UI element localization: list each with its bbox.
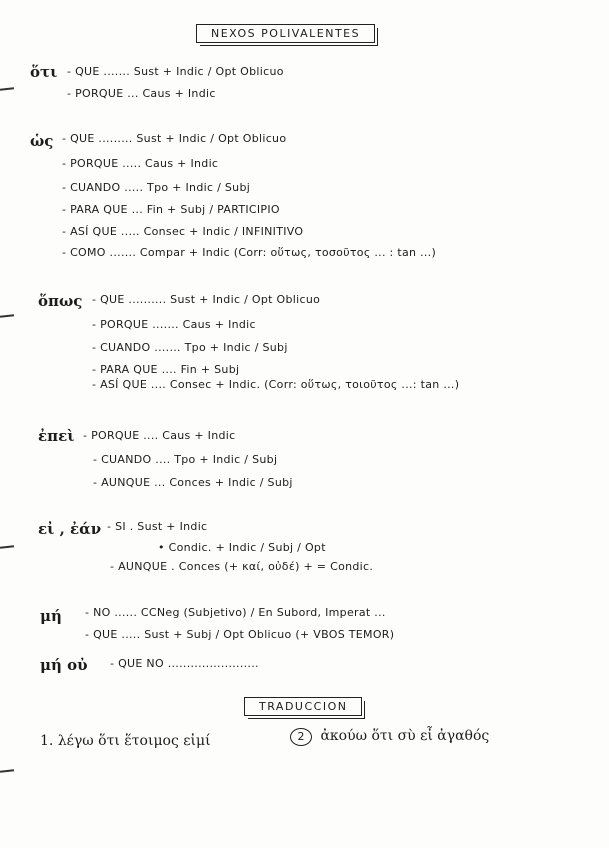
hopos-line-2: - PORQUE ....... Caus + Indic <box>92 318 256 331</box>
hopos-line-1: - QUE .......... Sust + Indic / Opt Oblicuo <box>92 293 321 306</box>
hoti-line-1: - QUE ....... Sust + Indic / Opt Oblicuo <box>67 65 284 78</box>
hos-line-4: - PARA QUE ... Fin + Subj / PARTICIPIO <box>62 203 280 216</box>
conjunction-hoti: ὅτι <box>30 63 58 81</box>
epei-line-3: - AUNQUE ... Conces + Indic / Subj <box>93 476 293 489</box>
conjunction-me-ou: μή οὐ <box>40 656 88 674</box>
translation-item-1 <box>40 733 211 749</box>
margin-mark <box>0 314 14 317</box>
me-line-1: - NO ...... CCNeg (Subjetivo) / En Subord, Imperat ... <box>85 606 386 619</box>
epei-line-2: - CUANDO .... Tpo + Indic / Subj <box>93 453 278 466</box>
hopos-line-5: - ASÍ QUE .... Consec + Indic. (Corr: οὕτως, τοιοῦτος ...: tan ...) <box>92 378 460 391</box>
epei-line-1: - PORQUE .... Caus + Indic <box>83 429 236 442</box>
translation-item-2-text: ἀκούω ὅτι σὺ εἶ ἀγαθός <box>320 728 490 744</box>
hos-line-5: - ASÍ QUE ..... Consec + Indic / INFINITIVO <box>62 225 304 238</box>
conjunction-epei: ἐπεὶ <box>38 427 75 445</box>
margin-mark <box>0 87 14 90</box>
meou-line-1: - QUE NO ........................ <box>110 657 259 670</box>
hos-line-1: - QUE ......... Sust + Indic / Opt Oblicuo <box>62 132 287 145</box>
me-line-2: - QUE ..... Sust + Subj / Opt Oblicuo (+ VBOS TEMOR) <box>85 628 395 641</box>
hoti-line-2: - PORQUE ... Caus + Indic <box>67 87 216 100</box>
page-title: NEXOS POLIVALENTES <box>196 24 375 43</box>
hos-line-3: - CUANDO ..... Tpo + Indic / Subj <box>62 181 251 194</box>
conjunction-ei-ean: εἰ , ἐάν <box>38 520 102 538</box>
ei-line-3: - AUNQUE . Conces (+ καί, οὐδέ) + = Condic. <box>110 560 374 573</box>
conjunction-me: μή <box>40 607 62 625</box>
hopos-line-4: - PARA QUE .... Fin + Subj <box>92 363 240 376</box>
margin-mark <box>0 769 14 772</box>
translation-heading: TRADUCCION <box>244 697 362 716</box>
translation-item-2-number: 2 <box>290 728 312 746</box>
conjunction-hos: ὡς <box>30 132 54 150</box>
ei-line-1: - SI . Sust + Indic <box>107 520 208 533</box>
translation-item-1-number: 1. <box>40 733 54 749</box>
margin-mark <box>0 545 14 548</box>
hos-line-6: - COMO ....... Compar + Indic (Corr: οὕτως, τοσοῦτος ... : tan ...) <box>62 246 437 259</box>
ei-line-2: • Condic. + Indic / Subj / Opt <box>158 541 326 554</box>
hos-line-2: - PORQUE ..... Caus + Indic <box>62 157 219 170</box>
translation-item-1-text: λέγω ὅτι ἕτοιμος εἰμί <box>57 733 211 749</box>
translation-item-2 <box>290 728 489 746</box>
hopos-line-3: - CUANDO ....... Tpo + Indic / Subj <box>92 341 288 354</box>
conjunction-hopos: ὅπως <box>38 292 83 310</box>
